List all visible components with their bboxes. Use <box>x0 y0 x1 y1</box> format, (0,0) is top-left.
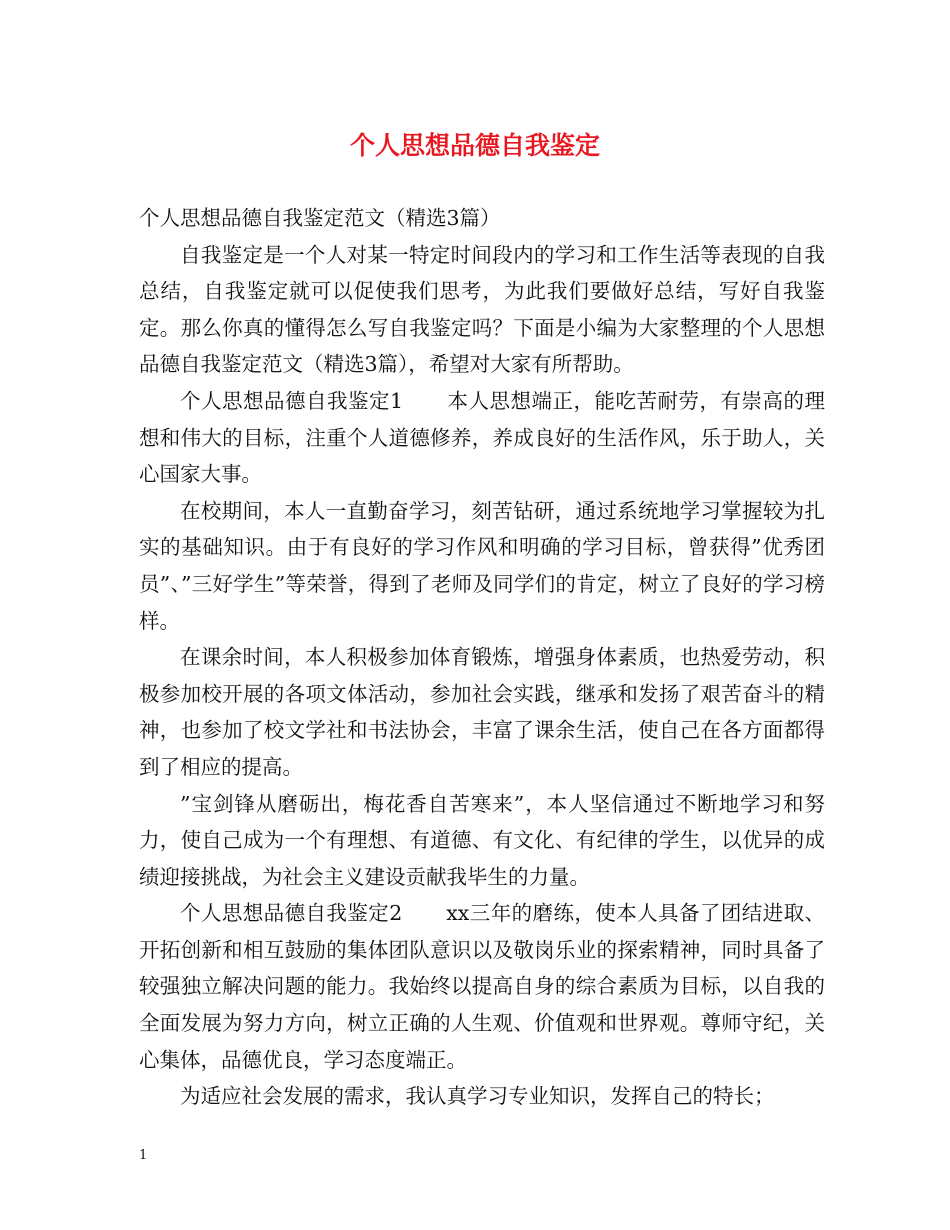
section-2-lead: xx三年的磨练，使本人具备了团结进取、开拓创新和相互鼓励的集体团队意识以及敬岗乐业的探索精神，同时具备了较强独立解决问题的能力。我始终以提高自身的综合素质为目标，以自我的全面发展为努力方向，树立正确的人生观、价值观和世界观。尊师守纪，关心集体，品德优良，学习态度端正。 <box>139 901 826 1072</box>
closing-paragraph: 为适应社会发展的需求，我认真学习专业知识，发挥自己的特长； <box>180 1084 775 1109</box>
study-paragraph: 在校期间，本人一直勤奋学习，刻苦钻研，通过系统地学习掌握较为扎实的基础知识。由于有良好的学习作风和明确的学习目标，曾获得”优秀团员”、”三好学生”等荣誉，得到了老师及同学们的肯定，树立了良好的学习榜样。 <box>139 498 825 633</box>
section-1-heading: 个人思想品德自我鉴定1 <box>180 388 404 413</box>
section-1-paragraph <box>139 383 825 493</box>
section-2-paragraph <box>139 895 825 1078</box>
intro-paragraph: 自我鉴定是一个人对某一特定时间段内的学习和工作生活等表现的自我总结，自我鉴定就可以促使我们思考，为此我们要做好总结，写好自我鉴定。那么你真的懂得怎么写自我鉴定吗？下面是小编为大家整理的个人思想品德自我鉴定范文（精选3篇），希望对大家有所帮助。 <box>139 242 825 377</box>
activities-paragraph: 在课余时间，本人积极参加体育锻炼，增强身体素质，也热爱劳动，积极参加校开展的各项文体活动，参加社会实践，继承和发扬了艰苦奋斗的精神，也参加了校文学社和书法协会，丰富了课余生活，使自己在各方面都得到了相应的提高。 <box>139 645 825 779</box>
page-number: 1 <box>139 1148 148 1163</box>
section-1-lead: 本人思想端正，能吃苦耐劳，有崇高的理想和伟大的目标，注重个人道德修养，养成良好的生活作风，乐于助人，关心国家大事。 <box>139 388 826 487</box>
document-title: 个人思想品德自我鉴定 <box>349 131 600 160</box>
motto-paragraph: ”宝剑锋从磨砺出，梅花香自苦寒来”，本人坚信通过不断地学习和努力，使自己成为一个有理想、有道德、有文化、有纪律的学生，以优异的成绩迎接挑战，为社会主义建设贡献我毕生的力量。 <box>139 791 825 889</box>
section-2-heading: 个人思想品德自我鉴定2 <box>180 901 403 926</box>
document-subtitle: 个人思想品德自我鉴定范文（精选3篇） <box>139 206 501 230</box>
document-body <box>139 200 825 1115</box>
